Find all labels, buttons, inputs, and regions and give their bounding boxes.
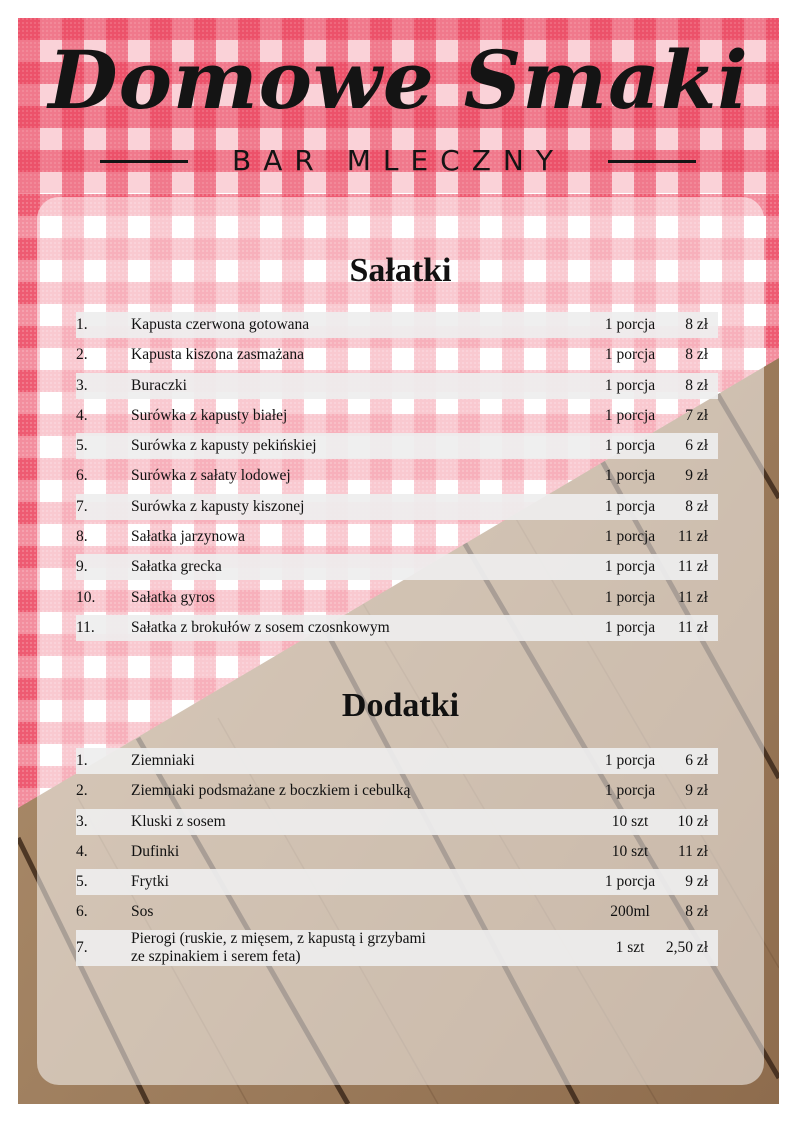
- menu-row: [76, 585, 718, 611]
- logo-subtitle: BAR MLECZNY: [232, 144, 565, 177]
- menu-row: [76, 524, 718, 550]
- item-quantity: 1 porcja: [604, 782, 656, 800]
- item-number: 9.: [76, 558, 88, 576]
- item-name: Sałatka grecka: [131, 558, 222, 576]
- menu-table-salatki: [76, 312, 718, 645]
- item-number: 2.: [76, 782, 88, 800]
- item-name: Ziemniaki podsmażane z boczkiem i cebulką: [131, 782, 411, 800]
- item-name: Dufinki: [131, 842, 180, 860]
- item-name: Sałatka gyros: [131, 588, 215, 606]
- item-number: 4.: [76, 406, 88, 424]
- item-price: 9 zł: [685, 782, 708, 800]
- item-number: 10.: [76, 588, 96, 606]
- item-name: Kluski z sosem: [131, 812, 226, 830]
- menu-row: [76, 373, 718, 399]
- item-name: Ziemniaki: [131, 752, 195, 769]
- item-name: Surówka z kapusty kiszonej: [131, 497, 305, 515]
- section-title-salatki: Sałatki: [349, 252, 452, 289]
- item-price: 2,50 zł: [665, 938, 708, 956]
- item-number: 8.: [76, 528, 88, 546]
- item-quantity: 1 porcja: [604, 528, 656, 546]
- item-name: Surówka z kapusty białej: [131, 406, 288, 424]
- item-quantity: 1 porcja: [604, 316, 656, 333]
- menu-row: [76, 312, 718, 338]
- menu-table-dodatki: [76, 748, 718, 970]
- item-quantity: 1 porcja: [604, 437, 656, 455]
- item-number: 1.: [76, 316, 88, 333]
- item-price: 7 zł: [685, 406, 708, 424]
- item-name: [131, 930, 426, 966]
- item-name-line-1: Pierogi (ruskie, z mięsem, z kapustą i grzybami: [131, 929, 426, 947]
- item-number: 6.: [76, 903, 88, 921]
- item-name-line-2: ze szpinakiem i serem feta): [131, 947, 301, 965]
- logo-title: Domowe Smaki: [48, 33, 749, 127]
- item-number: 2.: [76, 346, 88, 364]
- item-price: 9 zł: [685, 467, 708, 485]
- item-number: 7.: [76, 497, 88, 515]
- menu-row: [76, 839, 718, 865]
- item-price: 11 zł: [678, 528, 708, 546]
- item-price: 6 zł: [685, 437, 708, 455]
- item-number: 1.: [76, 752, 88, 769]
- menu-row: [76, 899, 718, 925]
- item-price: 8 zł: [685, 316, 708, 333]
- item-quantity: 1 porcja: [604, 406, 656, 424]
- item-price: 11 zł: [678, 842, 708, 860]
- item-quantity: 1 porcja: [604, 346, 656, 364]
- item-name: Kapusta czerwona gotowana: [131, 316, 310, 333]
- item-quantity: 10 szt: [611, 812, 649, 830]
- item-quantity: 1 porcja: [604, 497, 656, 515]
- menu-row: [76, 342, 718, 368]
- logo-subtitle-block: [18, 146, 779, 176]
- item-number: 3.: [76, 812, 88, 830]
- item-quantity: 1 szt: [615, 938, 645, 956]
- item-name: Surówka z sałaty lodowej: [131, 467, 291, 485]
- item-name: Sos: [131, 903, 154, 921]
- menu-row: [76, 869, 718, 895]
- logo: [18, 18, 779, 198]
- item-quantity: 1 porcja: [604, 467, 656, 485]
- item-quantity: 1 porcja: [604, 588, 656, 606]
- item-number: 5.: [76, 873, 88, 891]
- menu-row: [76, 463, 718, 489]
- item-quantity: 1 porcja: [604, 752, 656, 769]
- item-name: Buraczki: [131, 376, 187, 394]
- item-number: 11.: [76, 618, 95, 636]
- item-number: 4.: [76, 842, 88, 860]
- menu-row: [76, 554, 718, 580]
- item-quantity: 1 porcja: [604, 558, 656, 576]
- item-price: 8 zł: [685, 497, 708, 515]
- menu-row: [76, 494, 718, 520]
- item-price: 10 zł: [677, 812, 708, 830]
- item-name: Frytki: [131, 873, 169, 891]
- item-name: Kapusta kiszona zasmażana: [131, 346, 305, 364]
- item-price: 9 zł: [685, 873, 708, 891]
- item-quantity: 10 szt: [611, 842, 649, 860]
- item-quantity: 1 porcja: [604, 376, 656, 394]
- section-title-dodatki: Dodatki: [341, 687, 460, 724]
- item-price: 8 zł: [685, 903, 708, 921]
- item-name: Surówka z kapusty pekińskiej: [131, 437, 317, 455]
- item-price: 11 zł: [678, 588, 708, 606]
- menu-row: [76, 930, 718, 966]
- item-price: 8 zł: [685, 346, 708, 364]
- logo-divider-right: [608, 160, 696, 163]
- item-number: 3.: [76, 376, 88, 394]
- item-price: 11 zł: [678, 618, 708, 636]
- menu-row: [76, 748, 718, 774]
- menu-row: [76, 809, 718, 835]
- item-price: 11 zł: [678, 558, 708, 576]
- item-number: 5.: [76, 437, 88, 455]
- item-name: Sałatka jarzynowa: [131, 528, 246, 546]
- menu-row: [76, 615, 718, 641]
- item-number: 6.: [76, 467, 88, 485]
- menu-row: [76, 433, 718, 459]
- item-quantity: 1 porcja: [604, 873, 656, 891]
- menu-row: [76, 403, 718, 429]
- item-number: 7.: [76, 938, 88, 956]
- item-price: 6 zł: [685, 752, 708, 769]
- item-quantity: 1 porcja: [604, 618, 656, 636]
- item-price: 8 zł: [685, 376, 708, 394]
- item-name: Sałatka z brokułów z sosem czosnkowym: [131, 618, 390, 636]
- menu-row: [76, 778, 718, 804]
- item-quantity: 200ml: [610, 903, 650, 921]
